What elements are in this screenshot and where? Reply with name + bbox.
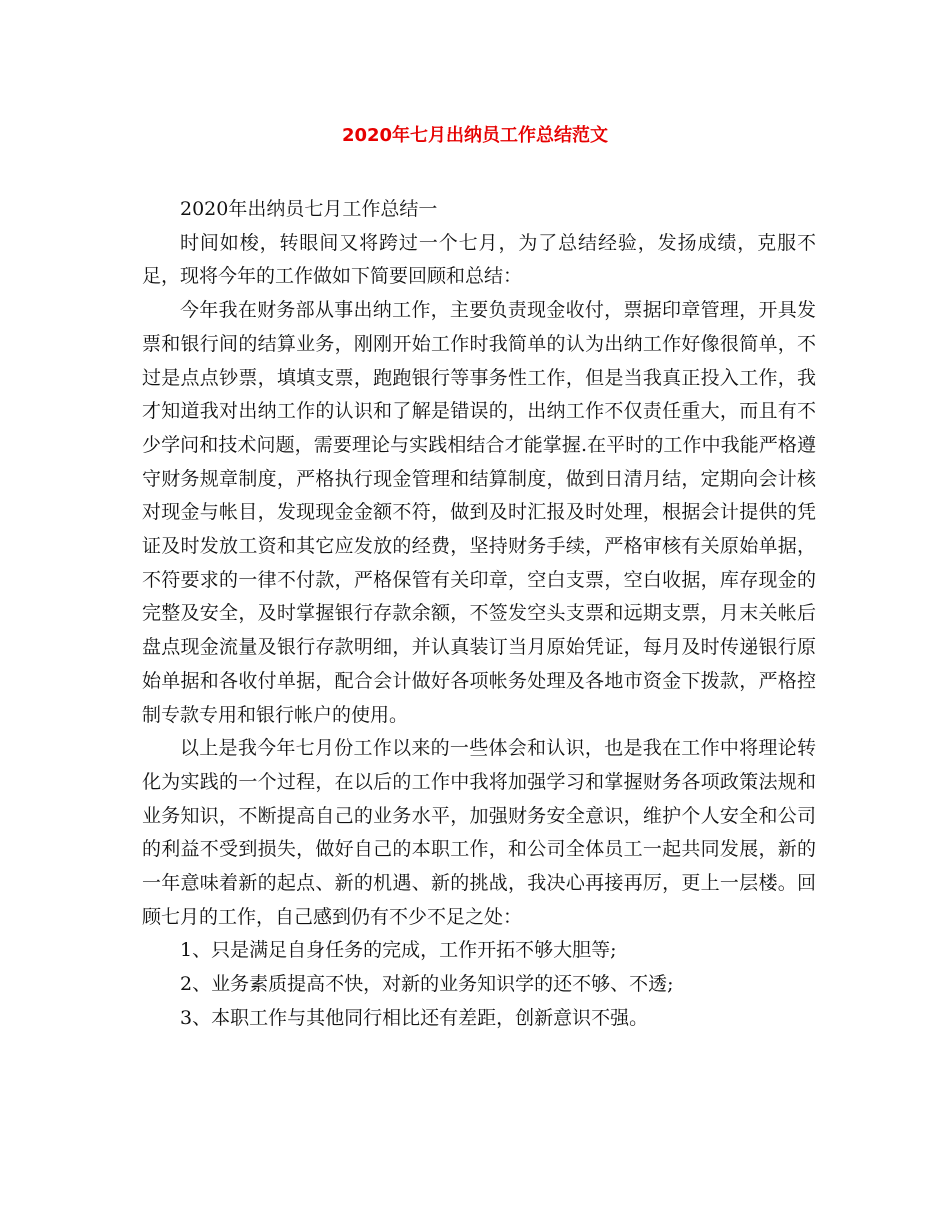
document-title: 2020年七月出纳员工作总结范文 (341, 125, 609, 146)
body-paragraph-duties: 今年我在财务部从事出纳工作，主要负责现金收付，票据印章管理，开具发票和银行间的结算业务，刚刚开始工作时我简单的认为出纳工作好像很简单，不过是点点钞票，填填支票，跑跑银行等事务性工作，但是当我真正投入工作，我才知道我对出纳工作的认识和了解是错误的，出纳工作不仅责任重大，而且有不少学问和技术问题，需要理论与实践相结合才能掌握.在平时的工作中我能严格遵守财务规章制度，严格执行现金管理和结算制度，做到日清月结，定期向会计核对现金与帐目，发现现金金额不符，做到及时汇报及时处理，根据会计提供的凭证及时发放工资和其它应发放的经费，坚持财务手续，严格审核有关原始单据，不符要求的一律不付款，严格保管有关印章，空白支票，空白收据，库存现金的完整及安全，及时掌握银行存款余额，不签发空头支票和远期支票，月末关帐后盘点现金流量及银行存款明细，并认真装订当月原始凭证，每月及时传递银行原始单据和各收付单据，配合会计做好各项帐务处理及各地市资金下拨款，严格控制专款专用和银行帐户的使用。 (142, 299, 816, 726)
section-heading: 2020年出纳员七月工作总结一 (180, 198, 438, 220)
list-item-shortcoming-3: 3、本职工作与其他同行相比还有差距，创新意识不强。 (180, 1006, 649, 1029)
list-item-shortcoming-2: 2、业务素质提高不快，对新的业务知识学的还不够、不透; (180, 973, 674, 996)
list-item-shortcoming-1: 1、只是满足自身任务的完成，工作开拓不够大胆等; (180, 939, 617, 962)
document-body (142, 193, 816, 1036)
body-paragraph-intro: 时间如梭，转眼间又将跨过一个七月，为了总结经验，发扬成绩，克服不足，现将今年的工作做如下简要回顾和总结： (142, 231, 816, 288)
body-paragraph-reflection: 以上是我今年七月份工作以来的一些体会和认识，也是我在工作中将理论转化为实践的一个过程，在以后的工作中我将加强学习和掌握财务各项政策法规和业务知识，不断提高自己的业务水平，加强财务安全意识，维护个人安全和公司的利益不受到损失，做好自己的本职工作，和公司全体员工一起共同发展，新的一年意味着新的起点、新的机遇、新的挑战，我决心再接再厉，更上一层楼。回顾七月的工作，自己感到仍有不少不足之处： (142, 737, 816, 928)
